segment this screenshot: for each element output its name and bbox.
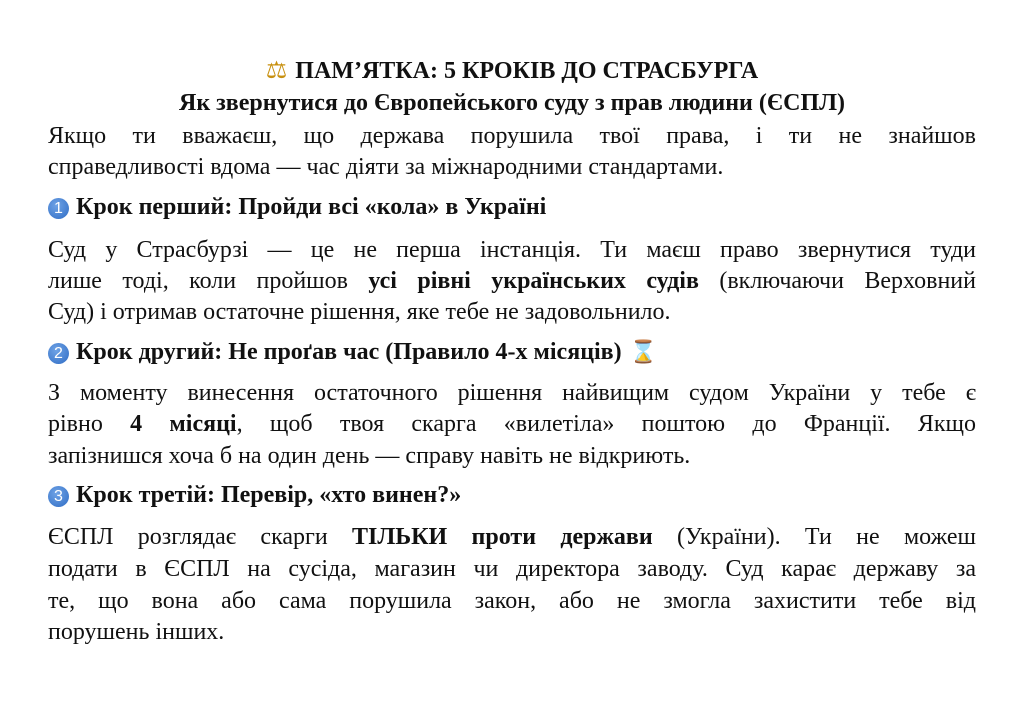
text-segment: подати в ЄСПЛ на сусіда, магазин чи директора заводу. Суд карає державу за (48, 556, 976, 582)
text-segment: , щоб твоя скарга «вилетіла» поштою до Франції. Якщо (236, 411, 976, 437)
text-segment: рівно (48, 411, 131, 437)
number-badge-icon: 2 (48, 343, 69, 364)
text-segment: З моменту винесення остаточного рішення найвищим судом України у тебе є (48, 380, 976, 406)
step-heading-text: Крок другий: Не проґав час (Правило 4-х місяців) (76, 339, 622, 365)
number-badge-icon: 1 (48, 198, 69, 219)
bold-text: ТІЛЬКИ проти держави (352, 524, 653, 550)
step-heading-1 (48, 191, 976, 223)
step-1-line (48, 234, 976, 266)
text-segment: Суд) і отримав остаточне рішення, яке тебе не задовольнило. (48, 299, 671, 325)
text-segment: (включаючи Верховний (698, 268, 976, 294)
hourglass-icon: ⌛ (629, 340, 658, 365)
text-segment: (України). Ти не можеш (652, 524, 976, 550)
step-3-line (48, 616, 976, 648)
step-2-line (48, 440, 976, 472)
text-segment: порушень інших. (48, 619, 225, 645)
bold-text: 4 місяці (130, 411, 237, 437)
text-segment: Якщо ти вважаєш, що держава порушила твої права, і ти не знайшов (48, 123, 976, 149)
intro-line (48, 120, 976, 152)
text-segment: справедливості вдома — час діяти за міжнародними стандартами. (48, 154, 724, 180)
step-heading-2 (48, 336, 976, 368)
step-2-line (48, 408, 976, 440)
text-segment: те, що вона або сама порушила закон, або не змогла захистити тебе від (48, 588, 976, 614)
step-1-line (48, 265, 976, 297)
text-segment: лише тоді, коли пройшов (48, 268, 369, 294)
step-heading-text: Крок третій: Перевір, «хто винен?» (76, 482, 462, 508)
intro-line (48, 151, 976, 183)
step-3-line (48, 585, 976, 617)
text-segment: Суд у Страсбурзі — це не перша інстанція. Ти маєш право звернутися туди (48, 237, 976, 263)
step-heading-3 (48, 479, 976, 511)
text-segment: запізнишся хоча б на один день — справу навіть не відкриють. (48, 443, 691, 469)
page-title (48, 54, 976, 86)
title-text: ПАМ’ЯТКА: 5 КРОКІВ ДО СТРАСБУРГА (295, 58, 759, 84)
scales-icon: ⚖ (265, 56, 288, 84)
page-subtitle: Як звернутися до Європейського суду з прав людини (ЄСПЛ) (179, 90, 845, 116)
step-3-line (48, 521, 976, 553)
step-heading-text: Крок перший: Пройди всі «кола» в Україні (76, 194, 547, 220)
step-1-line (48, 296, 976, 328)
step-2-line (48, 377, 976, 409)
step-3-line (48, 553, 976, 585)
number-badge-icon: 3 (48, 486, 69, 507)
bold-text: усі рівні українських судів (368, 268, 699, 294)
text-segment: ЄСПЛ розглядає скарги (48, 524, 353, 550)
